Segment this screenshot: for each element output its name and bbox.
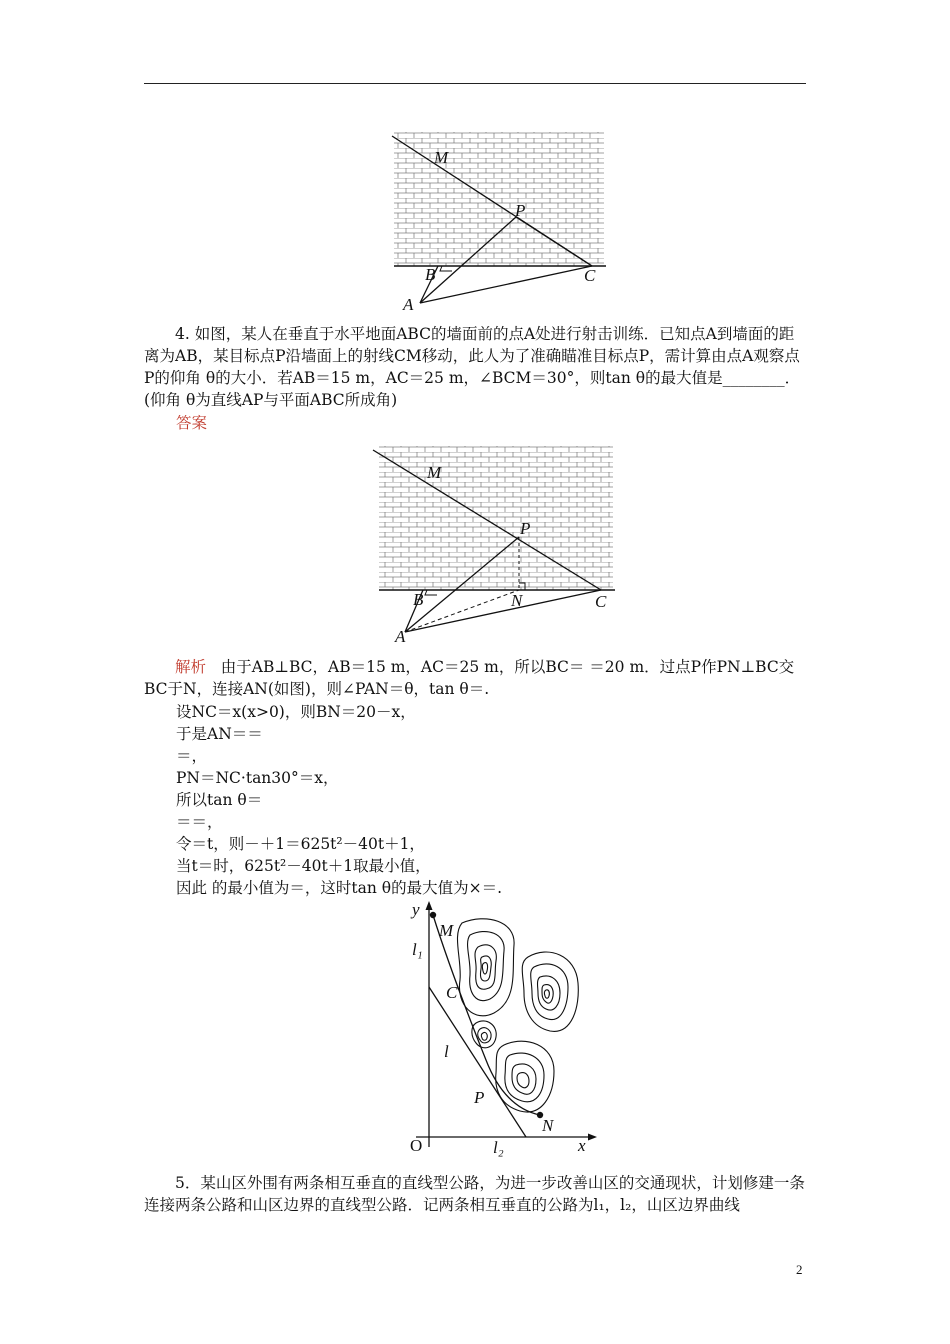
label-N: N [542, 1116, 554, 1135]
problem-5-text: 5．某山区外围有两条相互垂直的直线型公路，为进一步改善山区的交通现状，计划修建一条连接两条公路和山区边界的直线型公路．记两条相互垂直的公路为l₁，l₂，山区边界曲线 [144, 1174, 805, 1214]
label-P: P [515, 201, 526, 220]
solution-line-4: PN＝NC·tan30°＝x， [176, 769, 339, 787]
figure-wall-2 [365, 442, 630, 648]
label-B: B [425, 265, 436, 284]
figure-mountain-road [386, 895, 601, 1160]
header-rule [144, 83, 806, 84]
solution-first-para [144, 656, 806, 700]
solution-line-8: 当t＝时，625t²－40t＋1取最小值， [176, 857, 431, 875]
label-l1: l₁ [412, 940, 423, 959]
label-M: M [434, 148, 449, 167]
page-number: 2 [796, 1262, 803, 1277]
solution-line-7: 令＝t，则－＋1＝625t²－40t＋1， [176, 835, 425, 853]
label-C: C [446, 983, 458, 1002]
solution-line-3: ＝， [176, 747, 208, 765]
figure-wall-1 [370, 128, 620, 318]
label-l2: l₂ [493, 1138, 504, 1157]
solution-line-1: 设NC＝x(x>0)，则BN＝20－x， [176, 703, 416, 721]
solution-label: 解析 [175, 658, 207, 676]
label-C: C [595, 592, 607, 611]
problem-4-text: 4. 如图，某人在垂直于水平地面ABC的墙面前的点A处进行射击训练．已知点A到墙面的距离为AB，某目标点P沿墙面上的射线CM移动，此人为了准确瞄准目标点P，需计算由点A观察点P的仰角 θ的大小．若AB＝15 m，AC＝25 m，∠BCM＝30°，则tan θ的最大值是________．(仰角 θ为直线AP与平面ABC所成角) [144, 325, 801, 409]
solution-line-9: 因此 的最小值为＝，这时tan θ的最大值为×＝. [176, 879, 503, 897]
label-N: N [511, 591, 523, 610]
solution-first-text: 由于AB⊥BC，AB＝15 m，AC＝25 m，所以BC＝ ＝20 m．过点P作PN⊥BC交BC于N，连接AN(如图)，则∠PAN＝θ，tan θ＝. [144, 658, 795, 698]
label-C: C [584, 266, 596, 285]
label-M: M [439, 921, 454, 940]
label-A: A [395, 627, 406, 646]
label-l: l [444, 1042, 449, 1061]
label-O: O [410, 1136, 423, 1155]
label-M: M [427, 463, 442, 482]
label-x: x [578, 1136, 586, 1155]
label-y: y [412, 900, 420, 919]
solution-line-2: 于是AN＝＝ [176, 725, 263, 743]
label-B: B [413, 590, 424, 609]
label-A: A [403, 295, 414, 314]
solution-line-6: ＝＝， [176, 813, 223, 831]
solution-line-5: 所以tan θ＝ [176, 791, 263, 809]
label-P: P [474, 1088, 485, 1107]
label-P: P [520, 519, 531, 538]
answer-label: 答案 [176, 414, 208, 432]
